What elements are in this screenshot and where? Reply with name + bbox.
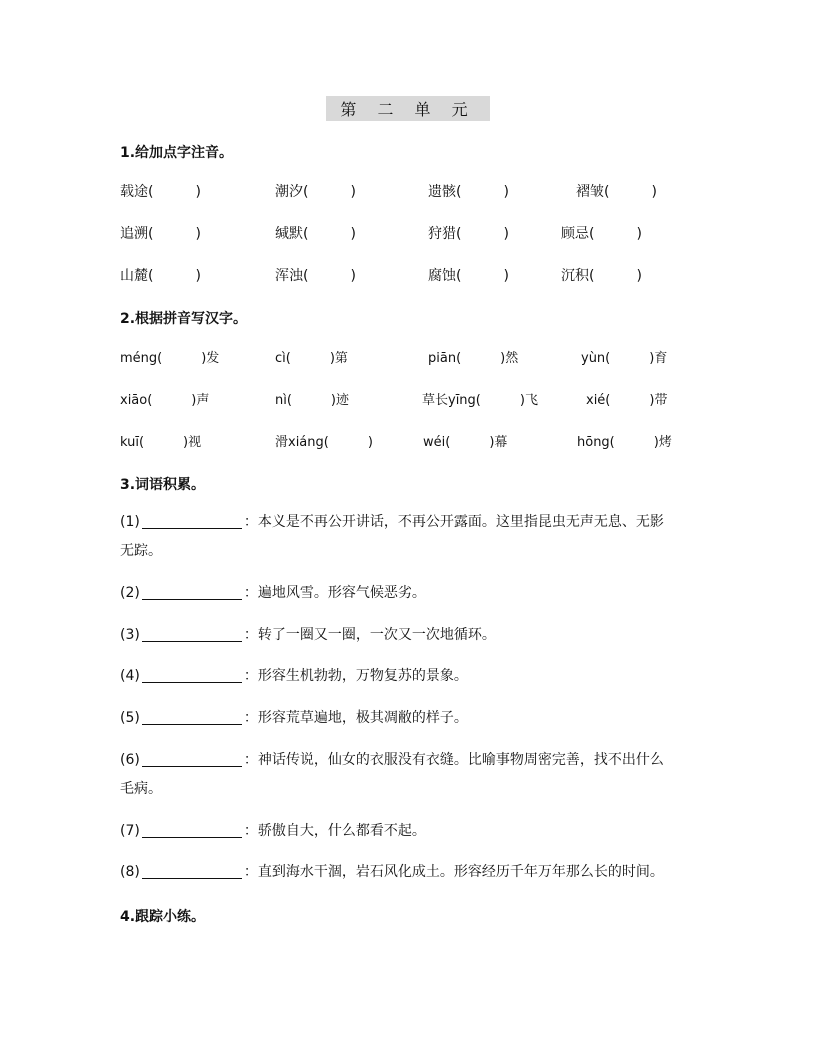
hanzi-item: méng( )发 (120, 351, 220, 366)
section-2-heading: 2.根据拼音写汉字。 (120, 311, 248, 327)
pinyin-row-2 (120, 223, 720, 243)
pinyin-item: 潮汐( ) (275, 184, 356, 200)
answer-blank[interactable] (142, 723, 242, 725)
pinyin-item: 追溯( ) (120, 226, 201, 242)
hanzi-item: 草长yīng( )飞 (422, 393, 538, 408)
answer-blank[interactable] (142, 640, 242, 642)
definition-item (120, 704, 700, 733)
definition-number: (3) (120, 627, 140, 643)
hanzi-item: yùn( )育 (581, 351, 668, 366)
definition-number: (4) (120, 668, 140, 684)
hanzi-row-2 (120, 389, 720, 409)
pinyin-item: 浑浊( ) (275, 268, 356, 284)
answer-blank[interactable] (142, 877, 242, 879)
hanzi-item: 滑xiáng( ) (275, 435, 373, 450)
hanzi-item: hōng( )烤 (577, 435, 672, 450)
answer-blank[interactable] (142, 527, 242, 529)
definition-text: ：直到海水干涸，岩石风化成土。形容经历千年万年那么长的时间。 (243, 864, 664, 880)
definition-item (120, 621, 700, 650)
pinyin-item: 顾忌( ) (561, 226, 642, 242)
hanzi-row-1 (120, 347, 720, 367)
pinyin-item: 褶皱( ) (576, 184, 657, 200)
pinyin-item: 狩猎( ) (428, 226, 509, 242)
definition-text: ：遍地风雪。形容气候恶劣。 (243, 585, 426, 601)
pinyin-item: 沉积( ) (561, 268, 642, 284)
answer-blank[interactable] (142, 598, 242, 600)
pinyin-row-3 (120, 265, 720, 285)
definition-number: (8) (120, 864, 140, 880)
definition-number: (7) (120, 823, 140, 839)
hanzi-item: xié( )带 (586, 393, 668, 408)
pinyin-item: 载途( ) (120, 184, 201, 200)
hanzi-item: wéi( )幕 (423, 435, 508, 450)
hanzi-row-3 (120, 431, 720, 451)
definition-item (120, 579, 700, 608)
unit-title: 第 二 单 元 (326, 96, 489, 121)
definition-text: ：转了一圈又一圈，一次又一次地循环。 (243, 627, 496, 643)
section-4-heading: 4.跟踪小练。 (120, 909, 206, 925)
hanzi-item: nì( )迹 (275, 393, 349, 408)
pinyin-row-1 (120, 181, 720, 201)
definition-text: ：神话传说，仙女的衣服没有衣缝。比喻事物周密完善，找不出什么 (243, 752, 664, 768)
pinyin-item: 山麓( ) (120, 268, 201, 284)
definition-item (120, 817, 700, 846)
pinyin-item: 遗骸( ) (428, 184, 509, 200)
section-1-heading: 1.给加点字注音。 (120, 145, 234, 161)
section-3-heading: 3.词语积累。 (120, 477, 206, 493)
definition-item (120, 662, 700, 691)
definition-item (120, 858, 700, 887)
pinyin-item: 缄默( ) (275, 226, 356, 242)
definition-text: ：形容生机勃勃，万物复苏的景象。 (243, 668, 468, 684)
definition-number: (5) (120, 710, 140, 726)
definition-text: ：骄傲自大，什么都看不起。 (243, 823, 426, 839)
definition-item (120, 508, 700, 566)
answer-blank[interactable] (142, 765, 242, 767)
hanzi-item: cì( )第 (275, 351, 348, 366)
hanzi-item: piān( )然 (428, 351, 519, 366)
answer-blank[interactable] (142, 681, 242, 683)
definition-text-continued: 毛病。 (120, 781, 162, 797)
definition-number: (6) (120, 752, 140, 768)
definition-number: (1) (120, 514, 140, 530)
hanzi-item: xiāo( )声 (120, 393, 210, 408)
definition-number: (2) (120, 585, 140, 601)
definition-text: ：本义是不再公开讲话，不再公开露面。这里指昆虫无声无息、无影 (243, 514, 664, 530)
hanzi-item: kuī( )视 (120, 435, 202, 450)
definition-text-continued: 无踪。 (120, 543, 162, 559)
pinyin-item: 腐蚀( ) (428, 268, 509, 284)
definition-text: ：形容荒草遍地，极其凋敝的样子。 (243, 710, 468, 726)
answer-blank[interactable] (142, 836, 242, 838)
definition-item (120, 746, 700, 804)
